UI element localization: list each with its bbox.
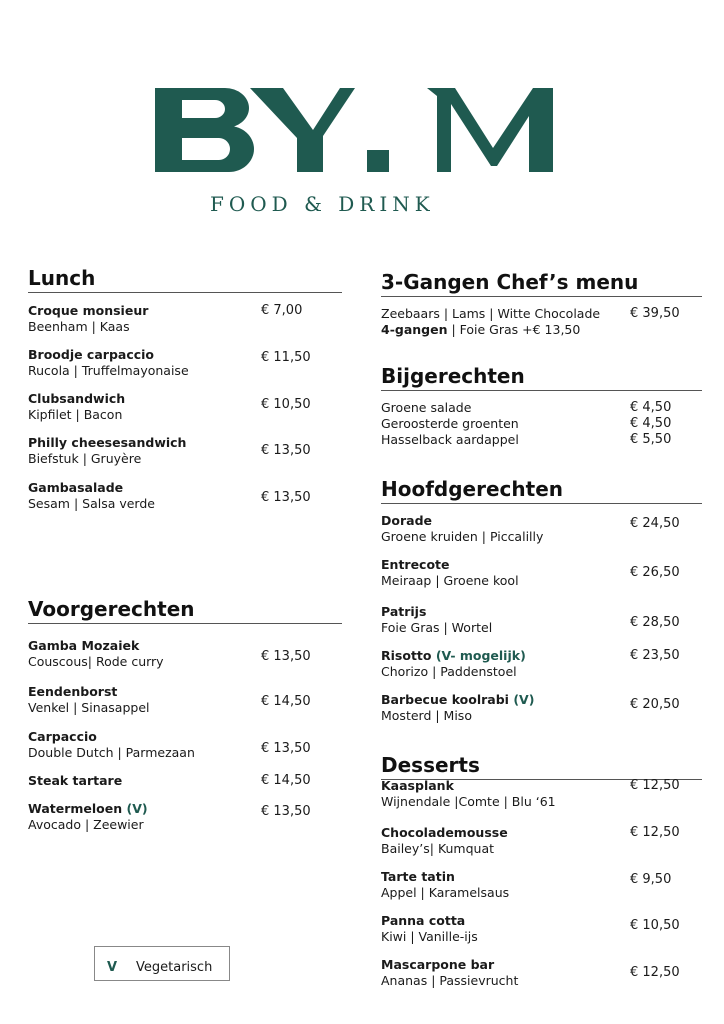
price: € 24,50: [630, 516, 680, 531]
menu-item: Dorade Groene kruiden | Piccalilly € 24,50: [381, 513, 680, 544]
menu-item: Croque monsieur Beenham | Kaas € 7,00: [28, 303, 303, 334]
menu-item: Eendenborst Venkel | Sinasappel € 14,50: [28, 684, 311, 715]
price: € 20,50: [630, 697, 680, 712]
vegetarian-badge: (V): [126, 801, 148, 816]
section-title: Lunch: [28, 266, 342, 293]
price: € 13,50: [261, 804, 311, 819]
tagline: FOOD & DRINK: [210, 192, 435, 216]
voorgerechten-section: [28, 597, 342, 624]
menu-item: Entrecote Meiraap | Groene kool € 26,50: [381, 557, 680, 588]
menu-item: Geroosterde groenten € 4,50: [381, 416, 672, 431]
menu-item: Steak tartare € 14,50: [28, 773, 311, 788]
price: € 14,50: [261, 694, 311, 709]
price: € 12,50: [630, 778, 680, 793]
menu-item: Hasselback aardappel € 5,50: [381, 432, 672, 447]
price: € 7,00: [261, 303, 303, 318]
menu-item: Watermeloen (V) Avocado | Zeewier € 13,50: [28, 801, 311, 832]
menu-item: Kaasplank Wijnendale |Comte | Blu ‘61 € 12,50: [381, 778, 680, 809]
price: € 26,50: [630, 565, 680, 580]
price: € 10,50: [261, 397, 311, 412]
price: € 12,50: [630, 965, 680, 980]
price: € 13,50: [261, 741, 311, 756]
section-title: Bijgerechten: [381, 364, 702, 391]
price: € 12,50: [630, 825, 680, 840]
price: € 13,50: [261, 443, 311, 458]
desserts-section: [381, 753, 702, 780]
menu-item: Patrijs Foie Gras | Wortel € 28,50: [381, 604, 680, 635]
menu-item: Barbecue koolrabi (V) Mosterd | Miso € 20,50: [381, 692, 680, 723]
section-title: Desserts: [381, 753, 702, 780]
vegetarian-badge: (V- mogelijk): [435, 648, 526, 663]
menu-item: Groene salade € 4,50: [381, 400, 672, 415]
section-title: Voorgerechten: [28, 597, 342, 624]
menu-item: Chocolademousse Bailey’s| Kumquat € 12,50: [381, 825, 680, 856]
menu-item: Clubsandwich Kipfilet | Bacon € 10,50: [28, 391, 311, 422]
by-m-logo: [155, 86, 555, 176]
legend-symbol: V: [107, 960, 118, 975]
price: € 11,50: [261, 350, 311, 365]
price: € 4,50: [630, 400, 672, 415]
price: € 4,50: [630, 416, 672, 431]
price: € 9,50: [630, 872, 672, 887]
menu-item: Risotto (V- mogelijk) Chorizo | Paddenstoel € 23,50: [381, 648, 680, 679]
menu-item: Gamba Mozaiek Couscous| Rode curry € 13,50: [28, 638, 311, 669]
price: € 10,50: [630, 918, 680, 933]
price: € 23,50: [630, 648, 680, 663]
menu-item: Panna cotta Kiwi | Vanille-ijs € 10,50: [381, 913, 680, 944]
price: € 14,50: [261, 773, 311, 788]
price: € 13,50: [261, 490, 311, 505]
hoofdgerechten-section: [381, 477, 702, 504]
price: € 13,50: [261, 649, 311, 664]
price: € 28,50: [630, 615, 680, 630]
menu-item: Philly cheesesandwich Biefstuk | Gruyère € 13,50: [28, 435, 311, 466]
menu-item: Gambasalade Sesam | Salsa verde € 13,50: [28, 480, 311, 511]
price: € 39,50: [630, 306, 680, 321]
menu-item: Tarte tatin Appel | Karamelsaus € 9,50: [381, 869, 672, 900]
menu-item: Carpaccio Double Dutch | Parmezaan € 13,50: [28, 729, 311, 760]
menu-item: Mascarpone bar Ananas | Passievrucht € 12,50: [381, 957, 680, 988]
chef-menu-item: Zeebaars | Lams | Witte Chocolade 4-gangen | Foie Gras +€ 13,50 € 39,50: [381, 306, 680, 337]
vegetarian-badge: (V): [513, 692, 535, 707]
section-title: Hoofdgerechten: [381, 477, 702, 504]
bijgerechten-section: [381, 364, 702, 391]
vegetarian-legend: [94, 946, 230, 981]
price: € 5,50: [630, 432, 672, 447]
legend-label: Vegetarisch: [136, 960, 213, 975]
chef-menu-section: [381, 270, 702, 297]
lunch-section: [28, 266, 342, 293]
menu-item: Broodje carpaccio Rucola | Truffelmayonaise € 11,50: [28, 347, 311, 378]
section-title: 3-Gangen Chef’s menu: [381, 270, 702, 297]
